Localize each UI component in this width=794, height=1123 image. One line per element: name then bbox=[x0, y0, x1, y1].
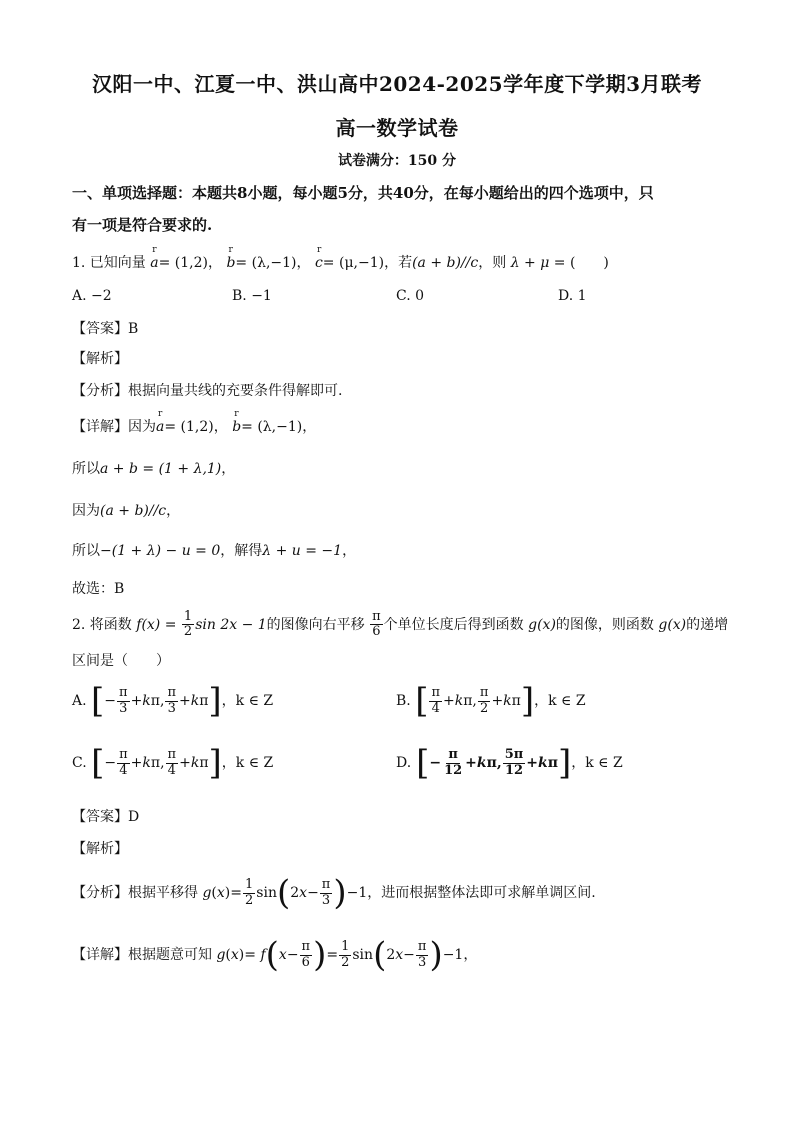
q2-analysis-suffix: ，进而根据整体法即可求解单调区间. bbox=[367, 885, 596, 901]
q2-d-label: D. bbox=[396, 755, 412, 771]
q2-g2: g(x) bbox=[658, 616, 687, 633]
q1-cond-expr: (a + b)//c bbox=[412, 255, 479, 271]
q1-analysis: 【分析】根据向量共线的充要条件得解即可. bbox=[72, 383, 343, 399]
q2-option-b: B. [ $\frac{\pi}{4}$ +kπ, $\frac{\pi}{2}$ +kπ]，k ∈ Z bbox=[396, 681, 586, 721]
q2-end-text: 的递增 bbox=[686, 616, 729, 633]
q1-blank: ( ) bbox=[569, 255, 609, 271]
q1-answer: 【答案】B bbox=[72, 321, 139, 337]
q1-vec-a: = (1,2) bbox=[158, 255, 208, 271]
q1-line2-prefix: 所以 bbox=[72, 461, 100, 477]
q2-c-label: C. bbox=[72, 755, 87, 771]
q1-conclusion: 故选：B bbox=[72, 581, 125, 597]
q1-detail-a: = (1,2) bbox=[164, 419, 214, 435]
q2-prefix: 2. 将函数 bbox=[72, 616, 132, 633]
q1-stem: 1. 已知向量 r a= (1,2)， r b= (λ,−1)， r c= (μ,−1)，若(a + b)//c，则 λ + μ = ( ) bbox=[72, 252, 609, 272]
q1-detail-label: 【详解】因为 bbox=[72, 419, 156, 435]
q1-detail-line2: 所以a + b = (1 + λ,1)， bbox=[72, 461, 236, 477]
exam-title: 汉阳一中、江夏一中、洪山高中2024-2025学年度下学期3月联考 bbox=[91, 72, 703, 96]
q2-option-d: D. [− $\frac{\pi}{12}$ +kπ, $\frac{5\pi}{12}$ +kπ]，k ∈ Z bbox=[396, 743, 623, 783]
q1-prefix: 1. 已知向量 bbox=[72, 255, 146, 271]
q1-line4-expr: −(1 + λ) − u = 0 bbox=[100, 543, 221, 559]
q2-g1: g(x) bbox=[528, 616, 556, 633]
q1-line2-expr: a + b = (1 + λ,1) bbox=[100, 461, 222, 477]
full-score: 试卷满分：150 分 bbox=[337, 153, 457, 169]
q1-cond: ，若 bbox=[384, 255, 413, 271]
q2-frac-pi6: $\frac{\pi}{6}$ bbox=[372, 609, 381, 640]
q2-unit-text: 个单位长度后得到函数 bbox=[383, 616, 524, 633]
q1-line4-prefix: 所以 bbox=[72, 543, 100, 559]
q2-func-tail: sin 2x − 1 bbox=[195, 616, 267, 633]
q2-answer: 【答案】D bbox=[72, 809, 140, 825]
q1-detail-b: = (λ,−1) bbox=[241, 419, 303, 435]
q1-option-d: D. 1 bbox=[558, 288, 587, 304]
q2-analysis-prefix: 【分析】根据平移得 bbox=[72, 885, 198, 901]
q1-line4-res: λ + u = −1 bbox=[262, 543, 343, 559]
q1-analysis-label: 【解析】 bbox=[72, 351, 128, 367]
q2-stem-line2: 区间是（ ） bbox=[72, 653, 170, 669]
q2-a-kz: ，k ∈ Z bbox=[221, 693, 274, 709]
q1-line3-prefix: 因为 bbox=[72, 503, 100, 519]
q1-option-b: B. −1 bbox=[232, 288, 272, 304]
section-heading-line1: 一、单项选择题：本题共8小题，每小题5分，共40分，在每小题给出的四个选项中，只 bbox=[72, 184, 654, 202]
q2-c-kz: ，k ∈ Z bbox=[221, 755, 274, 771]
q1-option-c: C. 0 bbox=[396, 288, 425, 304]
q2-option-a: A. [− $\frac{\pi}{3}$ +kπ, $\frac{\pi}{3}$ +kπ]，k ∈ Z bbox=[72, 681, 274, 721]
q1-line4-mid: ，解得 bbox=[220, 543, 263, 559]
q1-ask: ，则 bbox=[478, 255, 507, 271]
q2-b-label: B. bbox=[396, 693, 411, 709]
section-heading-line2: 有一项是符合要求的. bbox=[72, 216, 213, 234]
q2-shift-text: 的图像向右平移 bbox=[266, 616, 365, 633]
q2-analysis-label: 【解析】 bbox=[72, 841, 128, 857]
q2-b-kz: ，k ∈ Z bbox=[534, 693, 586, 709]
q2-detail-prefix: 【详解】根据题意可知 bbox=[72, 947, 212, 963]
q2-frac-half: $\frac{1}{2}$ bbox=[183, 609, 193, 640]
q2-analysis: 【分析】根据平移得 g(x)= $\frac{1}{2}$ sin(2x− $\frac{\pi}{3}$ )−1，进而根据整体法即可求解单调区间. bbox=[72, 873, 596, 913]
q2-option-c: C. [− $\frac{\pi}{4}$ +kπ, $\frac{\pi}{4}$ +kπ]，k ∈ Z bbox=[72, 743, 274, 783]
q1-option-a: A. −2 bbox=[72, 288, 112, 304]
q1-vec-b: = (λ,−1) bbox=[235, 255, 297, 271]
q1-vec-c: = (μ,−1) bbox=[322, 255, 385, 271]
q1-detail-line4: 所以−(1 + λ) − u = 0，解得λ + u = −1， bbox=[72, 543, 357, 559]
q1-detail-line3: 因为(a + b)//c， bbox=[72, 503, 181, 519]
q1-detail-line1: 【详解】因为r a= (1,2)， r b= (λ,−1)， bbox=[72, 416, 316, 436]
q2-d-kz: ，k ∈ Z bbox=[571, 755, 623, 771]
q2-mid-text: 的图像，则函数 bbox=[555, 616, 654, 633]
q1-ask-expr: λ + μ = bbox=[510, 255, 566, 271]
q2-func: f(x) = bbox=[136, 616, 177, 633]
q2-a-label: A. bbox=[72, 693, 87, 709]
exam-subtitle: 高一数学试卷 bbox=[335, 116, 459, 140]
q1-line3-expr: (a + b)//c bbox=[100, 503, 167, 519]
q2-stem-line1 bbox=[72, 610, 728, 640]
q2-detail: 【详解】根据题意可知 g(x)= f(x− $\frac{\pi}{6}$ )= $\frac{1}{2}$ sin(2x− $\frac{\pi}{3}$ )−1， bbox=[72, 935, 478, 975]
